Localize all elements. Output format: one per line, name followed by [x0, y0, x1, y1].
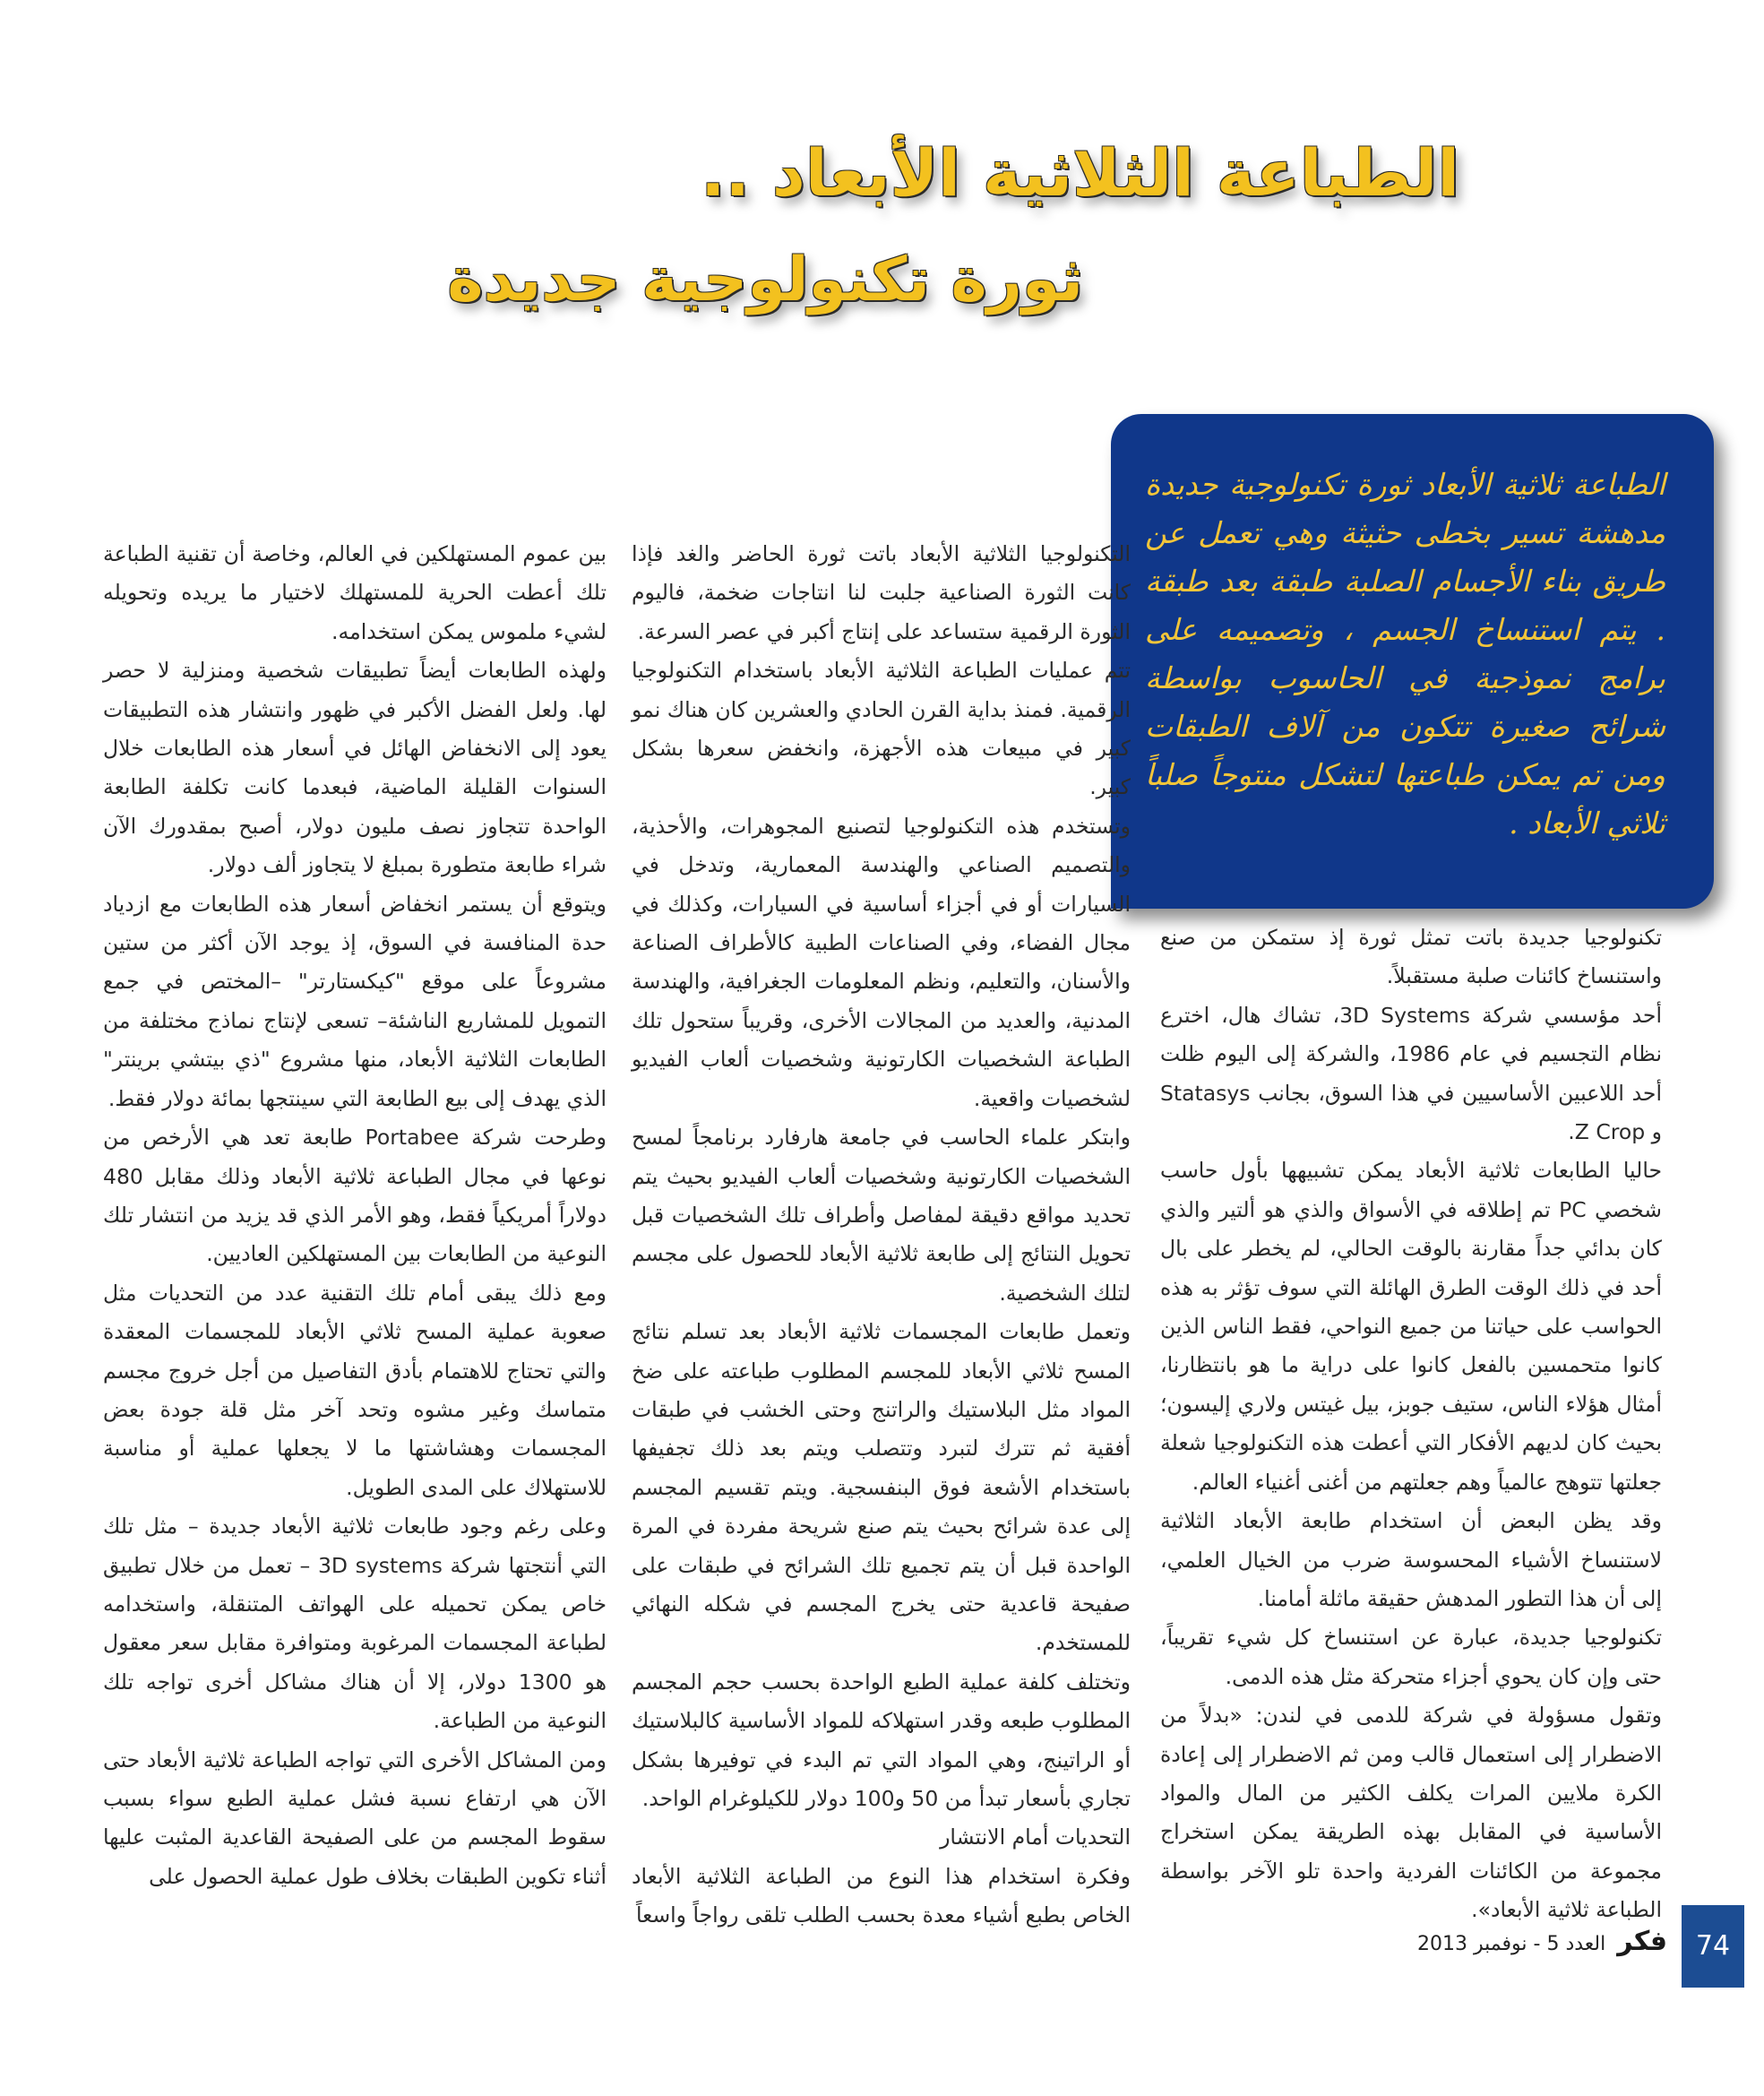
column-left: [103, 535, 607, 1896]
magazine-logo: فكر: [1617, 1926, 1667, 1957]
paragraph: تكنولوجيا جديدة، عبارة عن استنساخ كل شيء تقريباً، حتى وإن كان يحوي أجزاء متحركة مثل هذه الدمى.: [1160, 1625, 1662, 1689]
paragraph: ومن المشاكل الأخرى التي تواجه الطباعة ثلاثية الأبعاد حتى الآن هي ارتفاع نسبة فشل عملية الطبع سواء بسبب سقوط المجسم من على الصفيحة القاعدية المثبت عليها أثناء تكوين الطبقات بخلاف طول عملية الحصول على: [103, 1747, 607, 1889]
paragraph: وتختلف كلفة عملية الطبع الواحدة بحسب حجم المجسم المطلوب طبعه وقدر استهلاكه للمواد الأساسية كالبلاستيك أو الراتينج، وهي المواد التي تم البدء في توفيرها بشكل تجاري بأسعار تبدأ من 50 و100 دولار للكيلوغرام الواحد.: [632, 1669, 1131, 1811]
paragraph: التكنولوجيا الثلاثية الأبعاد باتت ثورة الحاضر والغد فإذا كانت الثورة الصناعية جلبت لنا انتاجات ضخمة، فاليوم الثورة الرقمية ستساعد على إنتاج أكبر في عصر السرعة.: [632, 541, 1131, 644]
issue-info: [1417, 1926, 1667, 1957]
article-title-line-2: ثورة تكنولوجية جديدة: [447, 245, 1083, 315]
column-right: [1160, 919, 1662, 1930]
issue-label: العدد 5 - نوفمبر 2013: [1417, 1933, 1606, 1955]
column-middle: [632, 535, 1131, 1936]
article-title-line-1: الطباعة الثلاثية الأبعاد ..: [701, 135, 1459, 211]
page-number: 74: [1682, 1905, 1744, 1988]
paragraph: ويتوقع أن يستمر انخفاض أسعار هذه الطابعات مع ازدياد حدة المنافسة في السوق، إذ يوجد الآن أكثر من ستين مشروعاً على موقع "كيكستارتر" –المختص في جمع التمويل للمشاريع الناشئة– تسعى لإنتاج نماذج مختلفة من الطابعات الثلاثية الأبعاد، منها مشروع "ذي بيتشي برينتر" الذي يهدف إلى بيع الطابعة التي سينتجها بمائة دولار فقط.: [103, 891, 607, 1111]
section-heading: التحديات أمام الانتشار: [940, 1824, 1131, 1850]
paragraph: أحد مؤسسي شركة 3D Systems، تشاك هال، اخترع نظام التجسيم في عام 1986، والشركة إلى اليوم ظلت أحد اللاعبين الأساسيين في هذا السوق، بجانب Statasys و Z Crop.: [1160, 1002, 1663, 1145]
callout-box: [1111, 414, 1714, 909]
paragraph: بين عموم المستهلكين في العالم، وخاصة أن تقنية الطباعة تلك أعطت الحرية للمستهلك لاختيار ما يريده وتحويله لشيء ملموس يمكن استخدامه.: [103, 541, 607, 644]
paragraph: وطرحت شركة Portabee طابعة تعد هي الأرخص من نوعها في مجال الطباعة ثلاثية الأبعاد وذلك مقابل 480 دولاراً أمريكياً فقط، وهو الأمر الذي قد يزيد من انتشار تلك النوعية من الطابعات بين المستهلكين العاديين.: [103, 1125, 607, 1267]
callout-text: الطباعة ثلاثية الأبعاد ثورة تكنولوجية جديدة مدهشة تسير بخطى حثيثة وهي تعمل عن طريق بناء الأجسام الصلبة طبقة بعد طبقة . يتم استنساخ الجسم ، وتصميمه على برامج نموذجية في الحاسوب بواسطة شرائح صغيرة تتكون من آلاف الطبقات ومن تم يمكن طباعتها لتشكل منتوجاً صلباً ثلاثي الأبعاد .: [1145, 467, 1665, 841]
paragraph: تكنولوجيا جديدة باتت تمثل ثورة إذ ستمكن من صنع واستنساخ كائنات صلبة مستقبلاً.: [1160, 925, 1662, 989]
paragraph: تتم عمليات الطباعة الثلاثية الأبعاد باستخدام التكنولوجيا الرقمية. فمنذ بداية القرن الحادي والعشرين كان هناك نمو كبير في مبيعات هذه الأجهزة، وانخفض سعرها بشكل كبير.: [632, 658, 1131, 800]
paragraph: وابتكر علماء الحاسب في جامعة هارفارد برنامجاً لمسح الشخصيات الكارتونية وشخصيات ألعاب الفيديو بحيث يتم تحديد مواقع دقيقة لمفاصل وأطراف تلك الشخصيات قبل تحويل النتائج إلى طابعة ثلاثية الأبعاد للحصول على مجسم لتلك الشخصية.: [632, 1125, 1131, 1306]
paragraph: ومع ذلك يبقى أمام تلك التقنية عدد من التحديات مثل صعوبة عملية المسح ثلاثي الأبعاد للمجسمات المعقدة والتي تحتاج للاهتمام بأدق التفاصيل من أجل خروج مجسم متماسك وغير مشوه وتحد آخر مثل قلة جودة بعض المجسمات وهشاشتها ما لا يجعلها عملية أو مناسبة للاستهلاك على المدى الطويل.: [103, 1280, 607, 1500]
paragraph: وتعمل طابعات المجسمات ثلاثية الأبعاد بعد تسلم نتائج المسح ثلاثي الأبعاد للمجسم المطلوب طباعته على ضخ المواد مثل البلاستيك والراتنج وحتى الخشب في طبقات أفقية ثم تترك لتبرد وتتصلب ويتم بعد ذلك تجفيفها باستخدام الأشعة فوق البنفسجية. ويتم تقسيم المجسم إلى عدة شرائح بحيث يتم صنع شريحة مفردة في المرة الواحدة قبل أن يتم تجميع تلك الشرائح في طبقات على صفيحة قاعدية حتى يخرج المجسم في شكله النهائي للمستخدم.: [632, 1319, 1131, 1656]
paragraph: حاليا الطابعات ثلاثية الأبعاد يمكن تشبيهها بأول حاسب شخصي PC تم إطلاقه في الأسواق والذي هو ألتير والذي كان بدائي جداً مقارنة بالوقت الحالي، لم يخطر على بال أحد في ذلك الوقت الطرق الهائلة التي سوف تؤثر به هذه الحواسب على حياتنا من جميع النواحي، فقط الناس الذين كانوا متحمسين بالفعل كانوا على دراية ما هو بانتظارنا، أمثال هؤلاء الناس، ستيف جوبز، بيل غيتس ولاري إليسون؛ بحيث كان لديهم الأفكار التي أعطت هذه التكنولوجيا شعلة جعلتها تتوهج عالمياً وهم جعلتهم من أغنى أغنياء العالم.: [1160, 1158, 1662, 1495]
paragraph: ولهذه الطابعات أيضاً تطبيقات شخصية ومنزلية لا حصر لها. ولعل الفضل الأكبر في ظهور وانتشار هذه التطبيقات يعود إلى الانخفاض الهائل في أسعار هذه الطابعات خلال السنوات القليلة الماضية، فبعدما كانت تكلفة الطابعة الواحدة تتجاوز نصف مليون دولار، أصبح بمقدورك الآن شراء طابعة متطورة بمبلغ لا يتجاوز ألف دولار.: [103, 658, 607, 878]
paragraph: وتستخدم هذه التكنولوجيا لتصنيع المجوهرات، والأحذية، والتصميم الصناعي والهندسة المعمارية، وتدخل في السيارات أو في أجزاء أساسية في السيارات، وكذلك في مجال الفضاء، وفي الصناعات الطبية كالأطراف الصناعة والأسنان، والتعليم، ونظم المعلومات الجغرافية، والهندسة المدنية، والعديد من المجالات الأخرى، وقريباً ستحول تلك الطباعة الشخصيات الكارتونية وشخصيات ألعاب الفيديو لشخصيات واقعية.: [632, 813, 1131, 1111]
paragraph: وعلى رغم وجود طابعات ثلاثية الأبعاد جديدة – مثل تلك التي أنتجتها شركة 3D systems – تعمل من خلال تطبيق خاص يمكن تحميله على الهواتف المتنقلة، واستخدامه لطباعة المجسمات المرغوبة ومتوافرة مقابل سعر معقول هو 1300 دولار، إلا أن هناك مشاكل أخرى تواجه تلك النوعية من الطباعة.: [103, 1514, 607, 1734]
paragraph: وتقول مسؤولة في شركة للدمى في لندن: «بدلاً من الاضطرار إلى استعمال قالب ومن ثم الاضطرار إلى إعادة الكرة ملايين المرات يكلف الكثير من المال والمواد الأساسية في المقابل بهذه الطريقة يمكن استخراج مجموعة من الكائنات الفردية واحدة تلو الآخر بواسطة الطباعة ثلاثية الأبعاد».: [1160, 1703, 1662, 1923]
paragraph: وفكرة استخدام هذا النوع من الطباعة الثلاثية الأبعاد الخاص بطبع أشياء معدة بحسب الطلب تلقى رواجاً واسعاً: [632, 1863, 1131, 1928]
paragraph: وقد يظن البعض أن استخدام طابعة الأبعاد الثلاثية لاستنساخ الأشياء المحسوسة ضرب من الخيال العلمي، إلى أن هذا التطور المدهش حقيقة ماثلة أمامنا.: [1160, 1508, 1662, 1611]
